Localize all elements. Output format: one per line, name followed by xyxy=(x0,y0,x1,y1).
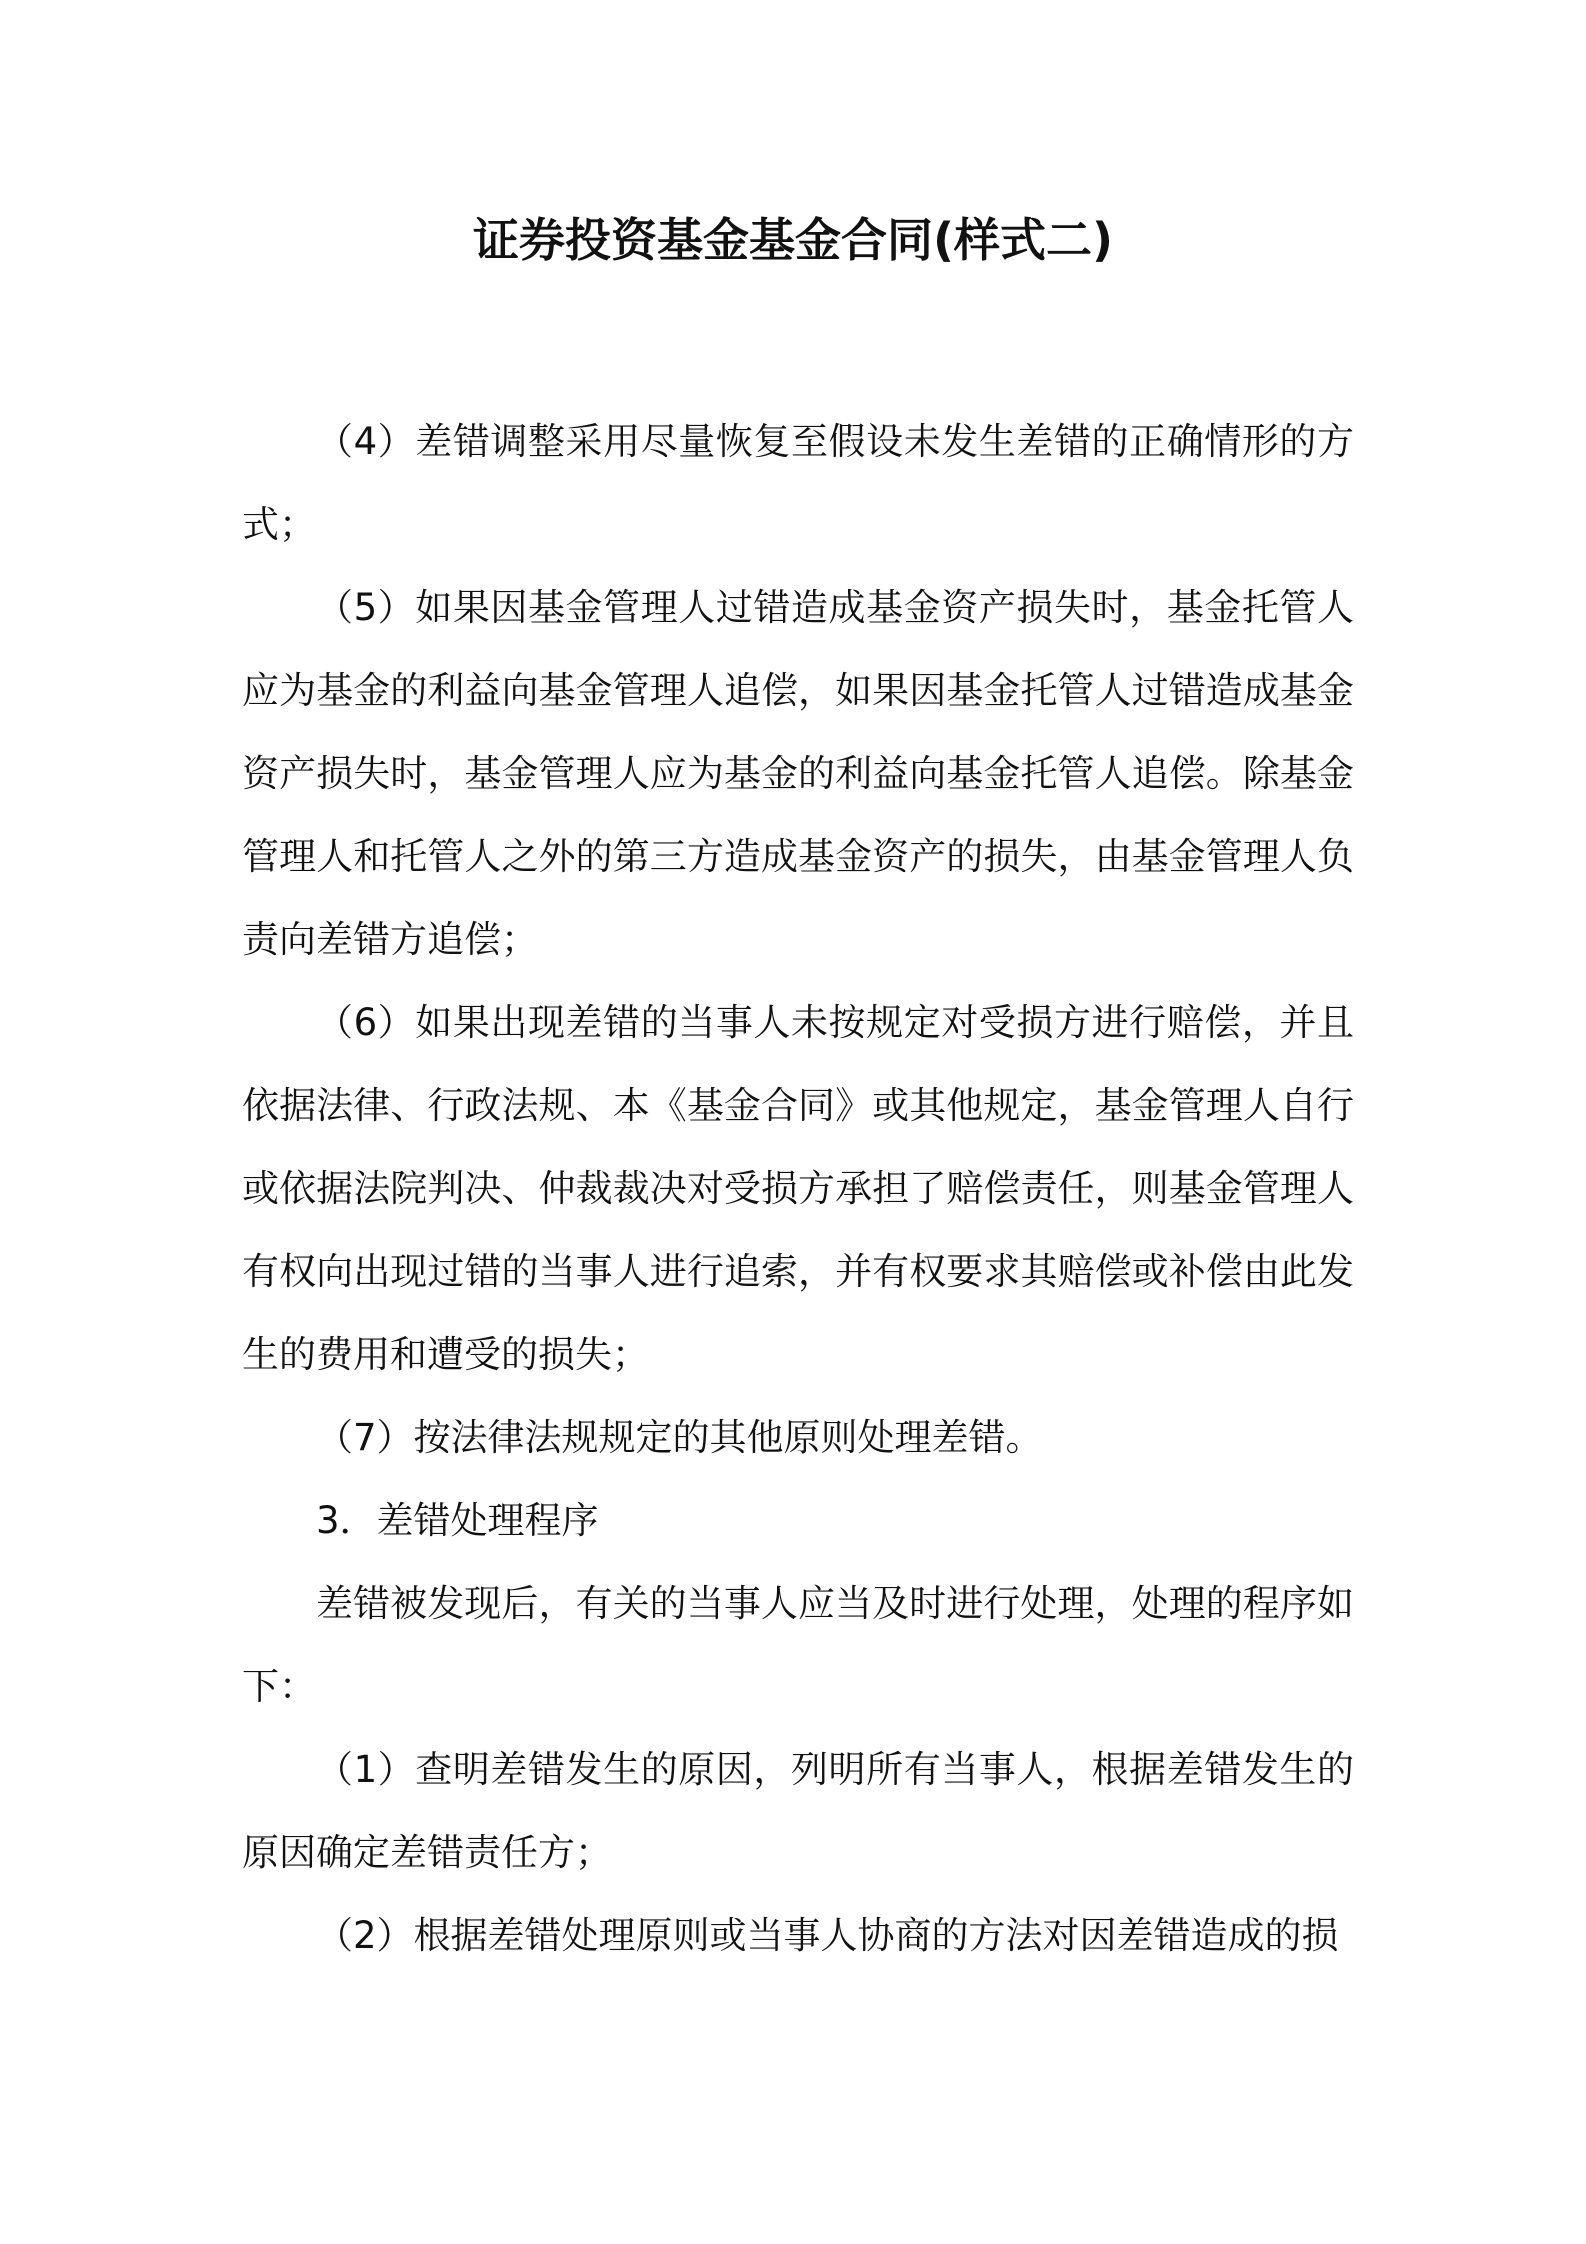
paragraph-error-adjustment: （4）差错调整采用尽量恢复至假设未发生差错的正确情形的方式； xyxy=(242,420,1354,546)
document-body xyxy=(242,400,1354,1977)
section-heading-procedure: 3．差错处理程序 xyxy=(316,1499,599,1542)
document-title: 证券投资基金基金合同(样式二) xyxy=(472,213,1114,267)
paragraph-procedure-intro: 差错被发现后，有关的当事人应当及时进行处理，处理的程序如下： xyxy=(242,1582,1354,1708)
paragraph-compensation: （6）如果出现差错的当事人未按规定对受损方进行赔偿，并且依据法律、行政法规、本《基金合同》或其他规定，基金管理人自行或依据法院判决、仲裁裁决对受损方承担了赔偿责任，则基金管理人有权向出现过错的当事人进行追索，并有权要求其赔偿或补偿由此发生的费用和遭受的损失； xyxy=(242,1001,1354,1376)
paragraph-other-principles: （7）按法律法规规定的其他原则处理差错。 xyxy=(316,1416,1043,1459)
paragraph-manager-fault: （5）如果因基金管理人过错造成基金资产损失时，基金托管人应为基金的利益向基金管理人追偿，如果因基金托管人过错造成基金资产损失时，基金管理人应为基金的利益向基金托管人追偿。除基金管理人和托管人之外的第三方造成基金资产的损失，由基金管理人负责向差错方追偿； xyxy=(242,586,1354,961)
paragraph-procedure-step-1: （1）查明差错发生的原因，列明所有当事人，根据差错发生的原因确定差错责任方； xyxy=(242,1748,1354,1874)
paragraph-procedure-step-2: （2）根据差错处理原则或当事人协商的方法对因差错造成的损 xyxy=(316,1914,1339,1957)
